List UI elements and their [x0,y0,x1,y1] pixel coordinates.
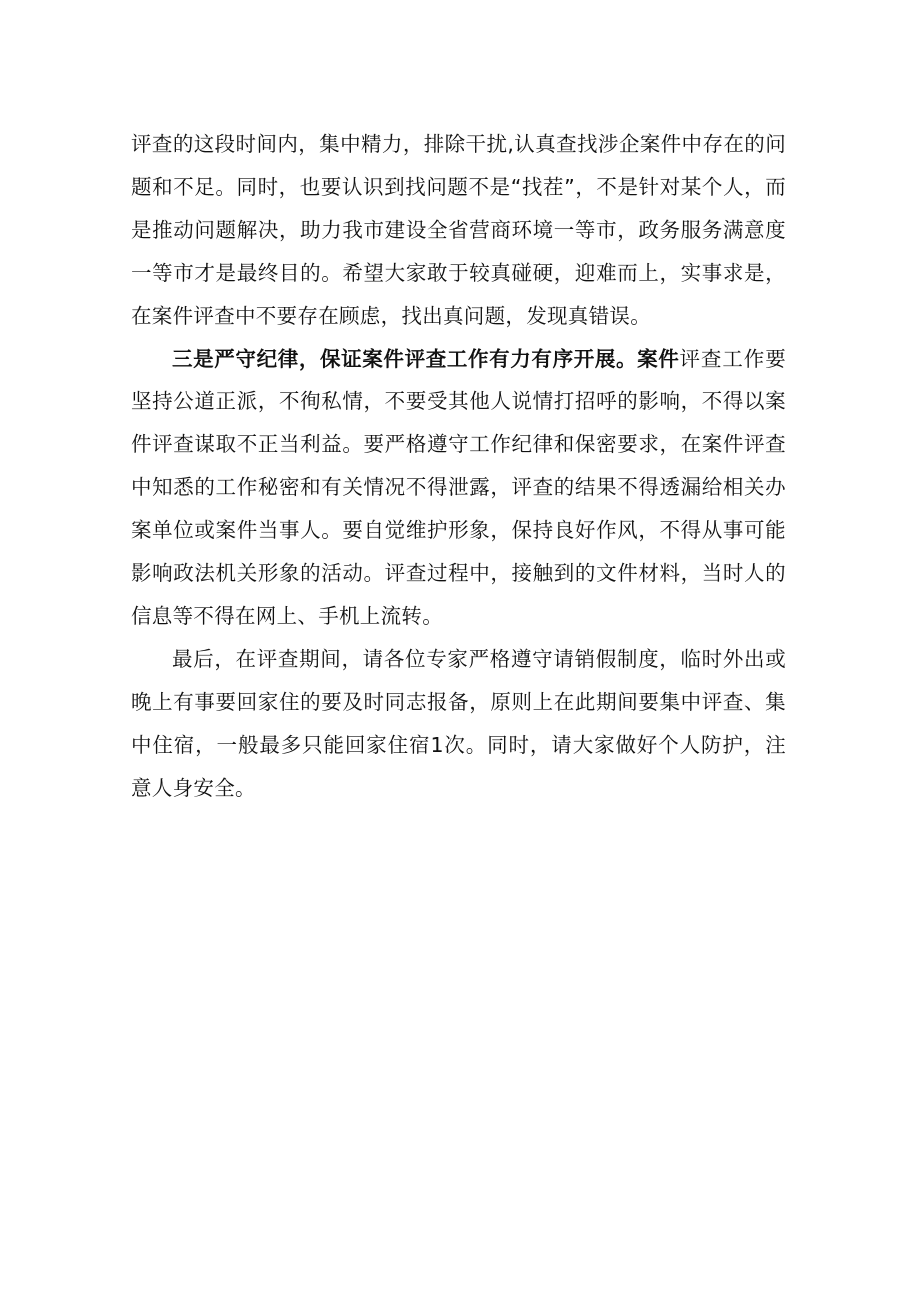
paragraph-discipline [131,338,786,638]
paragraph-closing [131,638,786,810]
paragraph-text: 评查工作要坚持公道正派，不徇私情，不要受其他人说情打招呼的影响，不得以案件评查谋取不正当利益。要严格遵守工作纪律和保密要求，在案件评查中知悉的工作秘密和有关情况不得泄露，评查的结果不得透漏给相关办案单位或案件当事人。要自觉维护形象，保持良好作风，不得从事可能影响政法机关形象的活动。评查过程中，接触到的文件材料，当时人的信息等不得在网上、手机上流转。 [131,346,787,628]
paragraph-continuation [131,123,786,338]
paragraph-bold-lead: 三是严守纪律，保证案件评查工作有力有序开展。案件 [172,346,680,371]
paragraph-text: 评查的这段时间内，集中精力，排除干扰,认真查找涉企案件中存在的问题和不足。同时，也要认识到找问题不是“找茬”，不是针对某个人，而是推动问题解决，助力我市建设全省营商环境一等市，政务服务满意度一等市才是最终目的。希望大家敢于较真碰硬，迎难而上，实事求是，在案件评查中不要存在顾虑，找出真问题，发现真错误。 [131,132,786,328]
document-body [131,123,786,810]
paragraph-text: 最后，在评查期间，请各位专家严格遵守请销假制度，临时外出或晚上有事要回家住的要及时同志报备，原则上在此期间要集中评查、集中住宿，一般最多只能回家住宿1次。同时，请大家做好个人防护，注意人身安全。 [131,646,786,800]
